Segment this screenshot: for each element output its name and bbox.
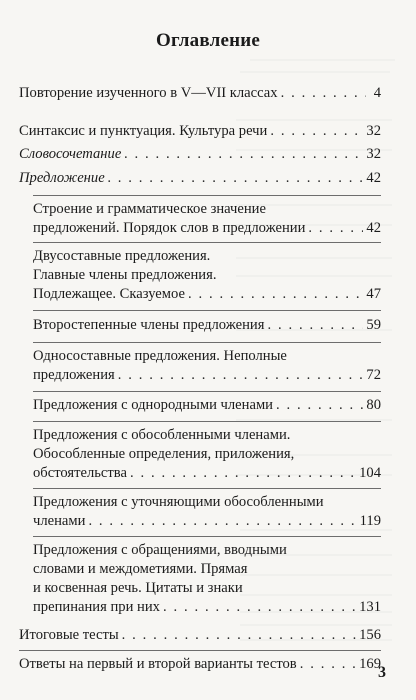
section-divider xyxy=(33,488,381,489)
toc-entry-title: членами xyxy=(33,513,86,529)
section-divider xyxy=(33,536,381,537)
toc-entry-homogeneous xyxy=(33,396,381,415)
toc-entry-title: Повторение изученного в V—VII классах xyxy=(19,85,278,101)
toc-entry-title: Обособленные определения, приложения, xyxy=(33,446,295,462)
toc-entry-answers xyxy=(19,655,381,674)
section-divider xyxy=(33,421,381,422)
dot-leader xyxy=(281,84,366,103)
dot-leader xyxy=(88,512,356,531)
toc-entry-final-tests xyxy=(19,626,381,645)
dot-leader xyxy=(130,464,356,483)
toc-entry-page: 42 xyxy=(366,220,381,236)
page-number: 3 xyxy=(378,664,386,681)
toc-entry-title: Второстепенные члены предложения xyxy=(33,317,265,333)
toc-entry-title: Синтаксис и пунктуация. Культура речи xyxy=(19,123,268,139)
toc-entry-title: Строение и грамматическое значение xyxy=(33,201,266,217)
toc-entry-title: словами и междометиями. Прямая xyxy=(33,561,248,577)
toc-entry-title: Предложения с обособленными членами. xyxy=(33,427,291,443)
toc-entry-page: 42 xyxy=(366,170,381,186)
toc-entry-title: Словосочетание xyxy=(19,146,122,162)
toc-entry-page: 32 xyxy=(366,146,381,162)
toc-entry-page: 169 xyxy=(359,656,381,672)
toc-entry-syntax xyxy=(19,122,381,141)
toc-entry-structure xyxy=(33,200,381,238)
toc-entry-address xyxy=(33,541,381,617)
dot-leader xyxy=(308,219,363,238)
toc-entry-page: 59 xyxy=(366,317,381,333)
toc-entry-title: Односоставные предложения. Неполные xyxy=(33,348,287,364)
section-divider xyxy=(33,391,381,392)
dot-leader xyxy=(163,598,356,617)
toc-entry-two-part xyxy=(33,247,381,304)
toc-entry-review xyxy=(19,84,381,103)
toc-entry-page: 104 xyxy=(359,465,381,481)
toc-entry-title: обстоятельства xyxy=(33,465,127,481)
toc-entry-title: и косвенная речь. Цитаты и знаки xyxy=(33,580,243,596)
dot-leader xyxy=(267,316,363,335)
toc-entry-title: предложения xyxy=(33,367,115,383)
toc-entry-collocation xyxy=(19,145,381,164)
dot-leader xyxy=(276,396,363,415)
toc-entry-one-part xyxy=(33,347,381,385)
toc-entry-title: Предложение xyxy=(19,170,105,186)
section-divider xyxy=(33,195,381,196)
page-title: Оглавление xyxy=(155,30,261,51)
section-divider xyxy=(33,342,381,343)
toc-entry-title: Предложения с уточняющими обособленными xyxy=(33,494,324,510)
toc-entry-title: Ответы на первый и второй варианты тестов xyxy=(19,656,297,672)
toc-entry-title: Двусоставные предложения. xyxy=(33,248,211,264)
dot-leader xyxy=(270,122,363,141)
dot-leader xyxy=(124,145,363,164)
toc-entry-page: 32 xyxy=(366,123,381,139)
section-divider xyxy=(33,242,381,243)
toc-entry-secondary-members xyxy=(33,316,381,335)
toc-entry-page: 156 xyxy=(359,627,381,643)
dot-leader xyxy=(300,655,356,674)
toc-entry-page: 119 xyxy=(359,513,381,529)
toc-entry-page: 4 xyxy=(373,85,381,101)
dot-leader xyxy=(122,626,356,645)
toc-entry-isolated xyxy=(33,426,381,483)
toc-entry-page: 80 xyxy=(366,397,381,413)
dot-leader xyxy=(188,285,363,304)
toc-entry-sentence xyxy=(19,169,381,188)
toc-entry-title: Итоговые тесты xyxy=(19,627,119,643)
toc-entry-title: предложений. Порядок слов в предложении xyxy=(33,220,306,236)
dot-leader xyxy=(108,169,364,188)
toc-entry-title: Предложения с однородными членами xyxy=(33,397,273,413)
toc-entry-page: 131 xyxy=(359,599,381,615)
toc-entry-page: 47 xyxy=(366,286,381,302)
dot-leader xyxy=(118,366,364,385)
toc-entry-title: Подлежащее. Сказуемое xyxy=(33,286,185,302)
toc-entry-title: Главные члены предложения. xyxy=(33,267,217,283)
toc-entry-clarifying xyxy=(33,493,381,531)
section-divider xyxy=(33,310,381,311)
toc-entry-title: Предложения с обращениями, вводными xyxy=(33,542,287,558)
section-divider xyxy=(19,650,381,651)
toc-entry-title: препинания при них xyxy=(33,599,160,615)
toc-entry-page: 72 xyxy=(366,367,381,383)
